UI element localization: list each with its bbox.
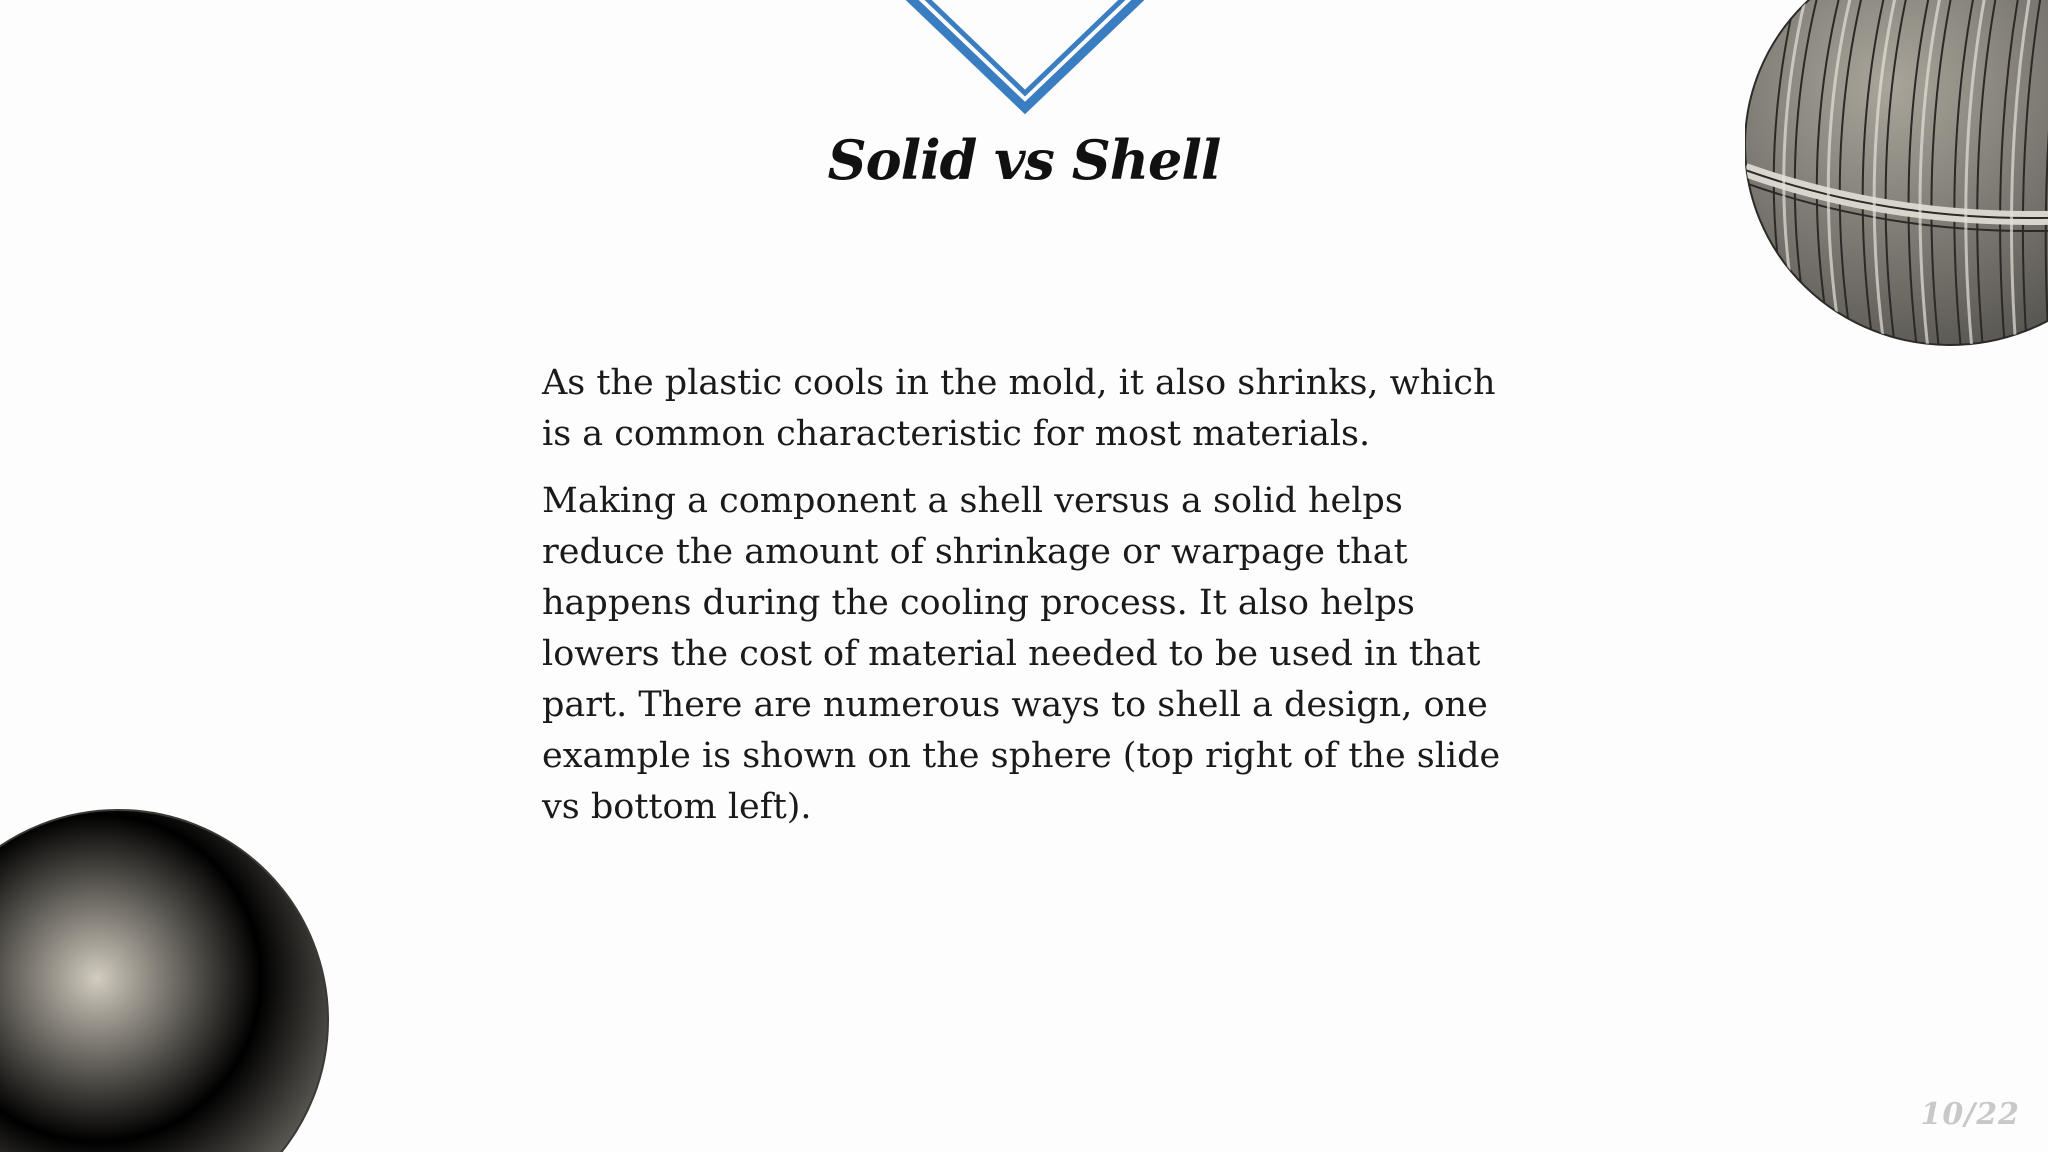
chevron-down-icon (880, 0, 1170, 120)
body-text (542, 358, 1522, 849)
page-number: 10/22 (1920, 1097, 2020, 1132)
paragraph-shell-benefits: Making a component a shell versus a solid helps reduce the amount of shrinkage or warpage that happens during the cooling process. It also helps lowers the cost of material needed to be used in that part. There are numerous ways to shell a design, one example is shown on the sphere (top right of the slide vs bottom left). (542, 481, 1501, 827)
slide-title: Solid vs Shell (827, 128, 1221, 192)
solid-sphere-image (0, 795, 340, 1152)
paragraph-shrinkage: As the plastic cools in the mold, it also shrinks, which is a common characteristic for most materials. (542, 363, 1496, 454)
shelled-sphere-image (1745, 0, 2048, 360)
